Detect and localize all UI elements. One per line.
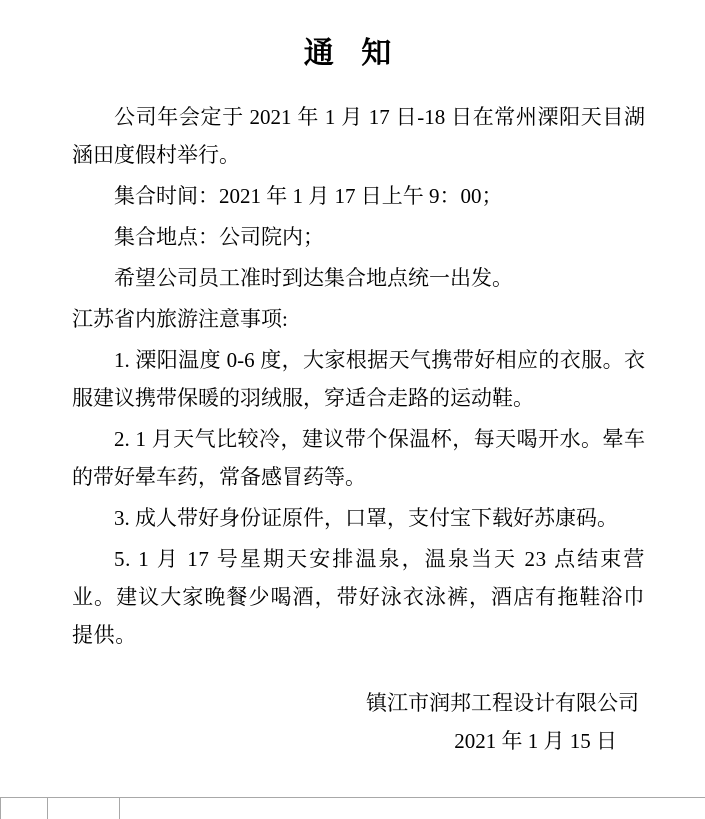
paragraph-5: 江苏省内旅游注意事项:	[72, 307, 288, 331]
paragraph-6: 1. 溧阳温度 0-6 度，大家根据天气携带好相应的衣服。衣服建议携带保暖的羽绒服，穿适合走路的运动鞋。	[72, 348, 645, 410]
document-page	[0, 28, 705, 819]
document-body	[0, 98, 705, 654]
paragraph-7: 2. 1 月天气比较冷，建议带个保温杯，每天喝开水。晕车的带好晕车药，常备感冒药等。	[72, 427, 645, 489]
page-title: 通 知	[303, 37, 402, 70]
paragraph-2: 集合时间：2021 年 1 月 17 日上午 9：00；	[114, 184, 503, 208]
signature-block	[0, 684, 705, 760]
paragraph-3: 集合地点：公司院内；	[114, 225, 324, 249]
paragraph-4: 希望公司员工准时到达集合地点统一出发。	[114, 266, 513, 290]
signature-date: 2021 年 1 月 15 日	[454, 729, 617, 753]
paragraph-9: 5. 1 月 17 号星期天安排温泉，温泉当天 23 点结束营业。建议大家晚餐少喝酒，带好泳衣泳裤，酒店有拖鞋浴巾提供。	[72, 547, 645, 647]
paragraph-1: 公司年会定于 2021 年 1 月 17 日-18 日在常州溧阳天目湖涵田度假村举行。	[72, 105, 645, 167]
bottom-cell-1	[0, 797, 48, 819]
signature-company: 镇江市润邦工程设计有限公司	[366, 691, 639, 715]
paragraph-8: 3. 成人带好身份证原件，口罩，支付宝下载好苏康码。	[114, 506, 618, 530]
bottom-cell-2	[48, 797, 120, 819]
bottom-cell-3	[120, 797, 705, 819]
bottom-table-strip	[0, 797, 705, 819]
